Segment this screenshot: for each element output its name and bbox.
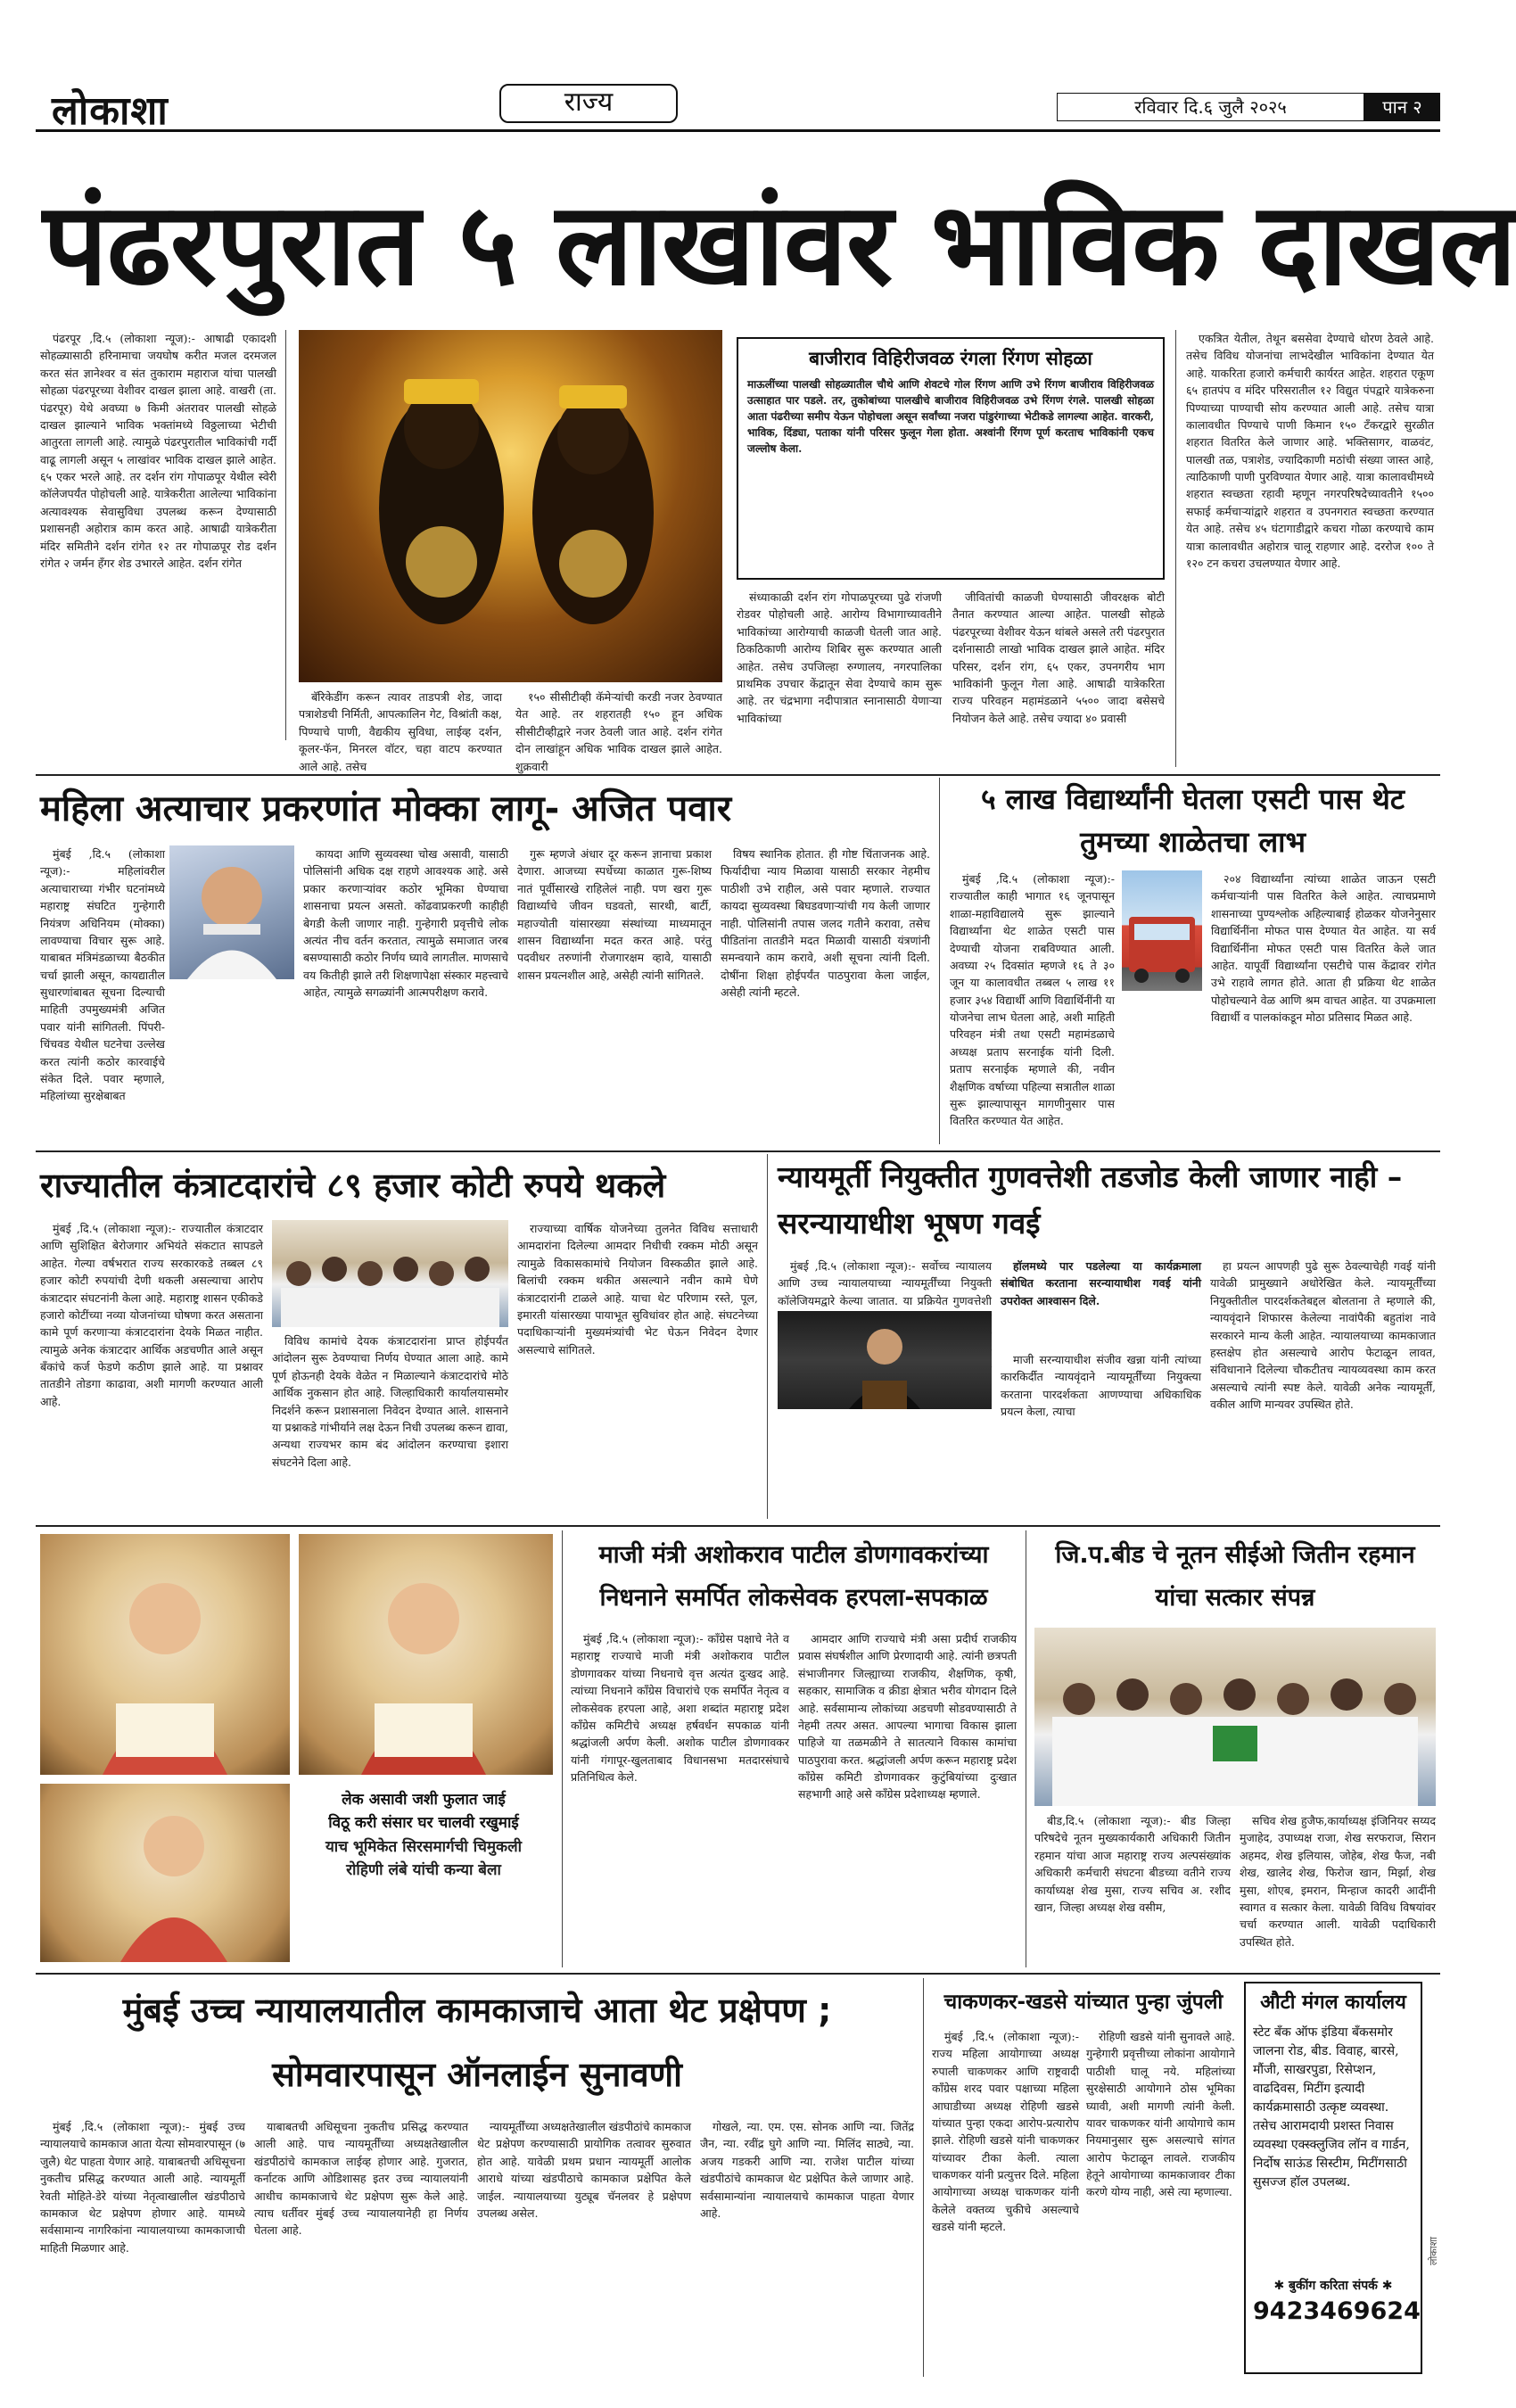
column-divider bbox=[285, 330, 286, 740]
caption-line2: विठू करी संसार घर चालवी रखुमाई bbox=[328, 1814, 519, 1833]
child-photo-right bbox=[299, 1534, 553, 1775]
story1-col4: एकत्रित येतील, तेथून बससेवा देण्याचे धोरण ठेवले आहे. तसेच विविध योजनांचा लाभदेखील भाविकांना देण्यात येत आहे. याकरिता हजारो कर्मचारी कार्यरत आहेत. शहरात एकूण ६५ हातपंप व मंदिर परिसरातील १२ विद्युत पंपद्वारे यात्रेकरुना पिण्याच्या पाण्याची सोय करण्यात आली आहे. तसेच यात्रा कालावधीत पिण्याचे पाणी किमान १५० टँकरद्वारे सुरळीत शहरात वितरित केले जाणार आहे. भक्तिसागर, वाळवंट, पालखी तळ, पत्राशेड, ज्यादिकाणी मठांची संख्या जास्त आहे, त्याठिकाणी पाणी पुरविण्यात येणार आहे. यात्रा कालावधीमध्ये शहरात स्वच्छता रहावी म्हणून नगरपरिषदेच्यावतीने १५०० सफाई कर्मचाऱ्यांद्वारे शहरात व उपनगरात स्वच्छता करण्यात येत आहे. तसेच ४५ घंटागाडीद्वारे कचरा गोळा करण्याचे काम यात्रा कालावधीत अहोरात्र चालू राहणार आहे. दररोज १०० ते १२० टन कचरा उचलण्यात येणार आहे. bbox=[1186, 332, 1434, 570]
temple-idols-illustration bbox=[299, 330, 722, 682]
story9-col1: मुंबई ,दि.५ (लोकाशा न्यूज):- राज्य महिला आयोगाच्या अध्यक्ष रुपाली चाकणकर आणि राष्ट्रवादी काँग्रेस शरद पवार पक्षाच्या महिला आघाडीच्या अध्यक्ष रोहिणी खडसे यांच्यात पुन्हा एकदा आरोप-प्रत्यारोप झाले. रोहिणी खडसे यांनी चाकणकर यांच्यावर टीका केली. त्याला चाकणकर यांनी प्रत्युत्तर दिले. महिला आयोगाच्या अध्यक्ष चाकणकर यांनी केलेले वक्तव्य चुकीचे असल्याचे खडसे यांनी म्हटले. bbox=[932, 2030, 1079, 2234]
ad-phone: 9423469624 bbox=[1253, 2297, 1421, 2325]
story3-col2: २०४ विद्यार्थ्यांना त्यांच्या शाळेत जाऊन एसटी कर्मचाऱ्यांनी पास वितरित केले आहेत. त्याचप्रमाणे शासनाच्या पुण्यश्लोक अहिल्याबाई होळकर योजनेनुसार विद्यार्थिनींना मोफत पास देण्यात येत आहेत. या सर्व विद्यार्थिनींना मोफत एसटी पास वितरित केले जात आहेत. यापूर्वी विद्यार्थ्यांना एसटीचे पास केंद्रावर रांगेत उभे राहावे लागत होते. आता ही प्रक्रिया थेट शाळेत पोहोचल्याने वेळ आणि श्रम वाचत आहेत. या उपक्रमाला विद्यार्थी व पालकांकडून मोठा प्रतिसाद मिळत आहे. bbox=[1211, 872, 1436, 1024]
section-divider bbox=[36, 1525, 1440, 1527]
story7-col2: सचिव शेख हुजैफ,कार्याध्यक्ष इंजिनियर सय्यद मुजाहेद, उपाध्यक्ष राजा, शेख सरफराज, सिरान अहमद, शेख इलियास, जोहेब, शेख फैज, नबी शेख, खालेद शेख, फिरोज खान, मिर्झा, शेख मुसा, शोएब, इमरान, मिन्हाज कादरी आदींनी स्वागत व सत्कार केला. यावेळी विविध विषयांवर चर्चा करण्यात आली. यावेळी पदाधिकारी उपस्थित होते. bbox=[1240, 1814, 1436, 1949]
story1-col1: पंढरपूर ,दि.५ (लोकाशा न्यूज):- आषाढी एकादशी सोहळ्यासाठी हरिनामाचा जयघोष करीत मजल दरमजल करत संत ज्ञानेश्वर व संत तुकाराम महाराज यांचा पालखी सोहळा पंढरपूरच्या वेशीवर दाखल झाला आहे. वाखरी (ता. पंढरपूर) येथे अवघ्या ७ किमी अंतरावर पालखी सोहळे दाखल झाल्याने भाविक भक्तांमध्ये विठ्ठलाच्या भेटीची आतुरता लागली आहे. त्यामुळे पंढरपुरातील भाविकांची गर्दी वाढू लागली असून ५ लाखांवर भाविक दाखल झाले आहेत. ६५ एकर भरले आहे. तर दर्शन रांग गोपाळपूर येथील स्वेरी कॉलेजपर्यंत पोहोचली आहे. यात्रेकरीता आलेल्या भाविकांना अत्यावश्यक सेवासुविधा उपलब्ध करून देण्यासाठी प्रशासनही अहोरात्र काम करत आहे. आषाढी यात्रेकरीता मंदिर समितीने दर्शन रांगेत १२ तर गोपाळपूर रोड दर्शन रांगेत २ जर्मन हँगर शेड उभारले आहेत. दर्शन रांगेत bbox=[40, 332, 276, 570]
ringan-sohala-title: बाजीराव विहिरीजवळ रंगला रिंगण सोहळा bbox=[809, 348, 1092, 369]
story7-col1: बीड,दि.५ (लोकाशा न्यूज):- बीड जिल्हा परिषदेचे नूतन मुख्यकार्यकारी अधिकारी जितीन रहमान यांचा आज महाराष्ट्र राज्य अल्पसंख्यांक अधिकारी कर्मचारी संघटना बीडच्या वतीने राज्य कार्याध्यक्ष शेख मुसा, राज्य सचिव अ. रशीद खान, जिल्हा अध्यक्ष शेख वसीम, bbox=[1034, 1814, 1231, 1914]
story4-col1: मुंबई ,दि.५ (लोकाशा न्यूज):- राज्यातील कंत्राटदार आणि सुशिक्षित बेरोजगार अभियंते संकटात सापडले आहेत. गेल्या वर्षभरात राज्य सरकारकडे तब्बल ८९ हजार कोटी रुपयांची देणी थकली असल्याचा आरोप कंत्राटदार संघटनांनी केला आहे. महाराष्ट्र शासन एकीकडे हजारो कोटींच्या नव्या योजनांच्या घोषणा करत असताना कामे पूर्ण करणाऱ्या कंत्राटदारांना देयके मिळत नाहीत. त्यामुळे अनेक कंत्राटदार आर्थिक अडचणीत आले असून बँकांचे कर्ज फेडणे कठीण झाले आहे. या प्रश्नावर तातडीने तोडगा काढावा, अशी मागणी करण्यात आली आहे. bbox=[40, 1222, 263, 1408]
story5-col1-top: मुंबई ,दि.५ (लोकाशा न्यूज):- सर्वोच्च न्यायालय आणि उच्च न्यायालयाच्या न्यायमूर्तींच्या नियुक्ती कॉलेजियमद्वारे केल्या जातात. या प्रक्रियेत गुणवत्तेशी bbox=[778, 1259, 992, 1307]
ceo-felicitation-photo bbox=[1034, 1628, 1436, 1806]
section-divider bbox=[36, 774, 1440, 776]
story1-below-photo-right: १५० सीसीटीव्ही कॅमेऱ्यांची करडी नजर ठेवण्यात येत आहे. तर शहरातही १५० हून अधिक सीसीटीव्हीद्वारे नजर ठेवली जात आहे. दर्शन रांगेत दोन लाखांहून अधिक भाविक दाखल झाले आहेत. शुक्रवारी bbox=[515, 690, 722, 773]
story5-photo-caption: हॉलमध्ये पार पडलेल्या या कार्यक्रमाला संबोधित करताना सरन्यायाधीश गवई यांनी उपरोक्त आश्वासन दिले. bbox=[1001, 1259, 1201, 1307]
story8-headline: मुंबई उच्च न्यायालयातील कामकाजाचे आता थेट प्रक्षेपण ; सोमवारपासून ऑनलाईन सुनावणी bbox=[122, 1991, 832, 2094]
story1-mid-col1: संध्याकाळी दर्शन रांग गोपाळपूरच्या पुढे रांजणी रोडवर पोहोचली आहे. आरोग्य विभागाच्यावतीने भाविकांच्या आरोग्याची काळजी घेतली जात आहे. ठिकठिकाणी आरोग्य शिबिर सुरू करण्यात आली आहेत. तसेच उपजिल्हा रुग्णालय, नगरपालिका प्राथमिक उपचार केंद्रातून सेवा देण्याचे काम सुरू आहे. तर चंद्रभागा नदीपात्रात स्नानासाठी येणाऱ्या भाविकांच्या bbox=[737, 590, 942, 725]
child-illustration bbox=[299, 1534, 553, 1775]
story8-col4: गोखले, न्या. एम. एस. सोनक आणि न्या. जितेंद्र जैन, न्या. रवींद्र घुगे आणि न्या. मिलिंद साठ्ये, न्या. अजय गडकरी आणि न्या. राजेश पाटील यांच्या खंडपीठांचे कामकाज थेट प्रक्षेपित केले जाणार आहे. सर्वसामान्यांना न्यायालयाचे कामकाज पाहता येणार आहे. bbox=[700, 2120, 914, 2220]
story5-headline: न्यायमूर्ती नियुक्तीत गुणवत्तेशी तडजोड केली जाणार नाही –सरन्यायाधीश भूषण गवई bbox=[778, 1159, 1403, 1241]
section-divider bbox=[36, 1150, 1440, 1152]
story2-headline: महिला अत्याचार प्रकरणांत मोक्का लागू- अजित पवार bbox=[40, 788, 732, 829]
page-number: पान २ bbox=[1364, 93, 1440, 121]
auti-mangal-karyalay-ad bbox=[1244, 1982, 1422, 2374]
column-divider bbox=[767, 1154, 768, 1519]
story4-col2: विविध कामांचे देयक कंत्राटदारांना प्राप्त होईपर्यंत आंदोलन सुरू ठेवण्याचा निर्णय घेण्यात आला आहे. कामे पूर्ण होऊनही देयके वेळेत न मिळाल्याने कंत्राटदारांचे मोठे आर्थिक नुकसान होत आहे. जिल्हाधिकारी कार्यालयासमोर निदर्शने करून प्रशासनाला निवेदन देण्यात आले. शासनाने या प्रश्नाकडे गांभीर्याने लक्ष देऊन निधी उपलब्ध करून द्यावा, अन्यथा राज्यभर काम बंद आंदोलन करण्याचा इशारा संघटनेने दिला आहे. bbox=[272, 1334, 508, 1469]
story8-col1: मुंबई ,दि.५ (लोकाशा न्यूज):- मुंबई उच्च न्यायालयाचे कामकाज आता येत्या सोमवारपासून (७ जुलै) थेट पाहता येणार आहे. याबाबतची अधिसूचना नुकतीच प्रसिद्ध करण्यात आली आहे. न्यायमूर्ती रेवती मोहिते-डेरे यांच्या नेतृत्वाखालील खंडपीठाचे कामकाज थेट प्रक्षेपण होणार आहे. यामध्ये सर्वसामान्य नागरिकांना न्यायालयाच्या कामकाजाची माहिती मिळणार आहे. bbox=[40, 2120, 245, 2255]
column-divider bbox=[923, 1978, 924, 2377]
child-photo-bottom-left bbox=[40, 1784, 290, 1962]
main-headline: पंढरपुरात ५ लाखांवर भाविक दाखल bbox=[43, 178, 1516, 311]
column-divider bbox=[939, 778, 940, 1144]
story3-headline: ५ लाख विद्यार्थ्यांनी घेतला एसटी पास थेट तुमच्या शाळेतचा लाभ bbox=[981, 782, 1405, 859]
section-divider bbox=[36, 1973, 1440, 1975]
speaker-illustration bbox=[778, 1311, 992, 1409]
story2-col1: मुंबई ,दि.५ (लोकाशा न्यूज):- महिलांवरील अत्याचाराच्या गंभीर घटनांमध्ये महाराष्ट्र संघटित गुन्हेगारी नियंत्रण अधिनियम (मोक्का) लावण्याचा विचार सुरू आहे. याबाबत मंत्रिमंडळाच्या बैठकीत चर्चा झाली असून, कायद्यातील सुधारणांबाबत सूचना दिल्याची माहिती उपमुख्यमंत्री अजित पवार यांनी सांगितली. पिंपरी-चिंचवड येथील घटनेचा उल्लेख करत त्यांनी कठोर कारवाईचे संकेत दिले. पवार म्हणाले, महिलांच्या सुरक्षेबाबत bbox=[40, 847, 165, 1103]
portrait-illustration bbox=[169, 845, 294, 979]
felicitation-illustration bbox=[1034, 1628, 1436, 1806]
caption-line3: याच भूमिकेत सिरसमार्गची चिमुकली bbox=[325, 1837, 523, 1856]
child-photo-left bbox=[40, 1534, 290, 1775]
story6-col1: मुंबई ,दि.५ (लोकाशा न्यूज):- काँग्रेस पक्षाचे नेते व महाराष्ट्र राज्याचे माजी मंत्री अशोकराव पाटील डोणगावकर यांच्या निधनाचे वृत्त अत्यंत दुःखद आहे. त्यांच्या निधनाने काँग्रेस विचारांचे एक समर्पित नेतृत्व व लोकसेवक हरपला आहे, अशा शब्दांत महाराष्ट्र प्रदेश काँग्रेस कमिटीचे अध्यक्ष हर्षवर्धन सपकाळ यांनी श्रद्धांजली अर्पण केली. अशोक पाटील डोणगावकर यांनी गंगापूर-खुलताबाद विधानसभा मतदारसंघाचे प्रतिनिधित्व केले. bbox=[571, 1632, 789, 1784]
story1-below-photo-left: बॅरिकेडींग करून त्यावर ताडपत्री शेड, जादा पत्राशेडची निर्मिती, आपत्कालिन गेट, विश्रांती कक्ष, पिण्याचे पाणी, वैद्यकीय सुविधा, लाईव्ह दर्शन, कूलर-फॅन, मिनरल वॉटर, चहा वाटप करण्यात आले आहे. तसेच bbox=[299, 690, 502, 773]
contractors-protest-photo bbox=[272, 1220, 508, 1327]
masthead bbox=[36, 78, 1440, 132]
ad-body: स्टेट बँक ऑफ इंडिया बँकसमोर जालना रोड, बीड. विवाह, बारसे, मौंजी, साखरपुडा, रिसेप्शन, वाढदिवस, मिटींग इत्यादी कार्यक्रमासाठी उत्कृष्ट व्यवस्था. तसेच आरामदायी प्रशस्त निवास व्यवस्था एक्स्क्लुजिव लॉन व गार्डन, निर्दोष साऊंड सिस्टीम, मिटींगसाठी सुसज्ज हॉल उपलब्ध. bbox=[1253, 2025, 1410, 2189]
story2-col3: गुरू म्हणजे अंधार दूर करून ज्ञानाचा प्रकाश देणारा. आजच्या स्पर्धेच्या काळात गुरू-शिष्य नातं पूर्वीसारखे राहिलेलं नाही. पण खरा गुरू विद्यार्थ्याचे जीवन घडवतो, सारथी, बार्टी, महाज्योती यांसारख्या संस्थांच्या माध्यमातून शासन विद्यार्थ्यांना मदत करत आहे. परंतु पदवीधर तरुणांनी रोजगारक्षम व्हावे, यासाठी शासन प्रयत्नशील आहे, असेही त्यांनी सांगितले. bbox=[517, 847, 712, 982]
st-bus-photo bbox=[1122, 870, 1202, 991]
child-illustration bbox=[40, 1534, 290, 1775]
caption-line1: लेक असावी जशी फुलात जाई bbox=[342, 1791, 506, 1809]
story9-headline: चाकणकर-खडसे यांच्यात पुन्हा जुंपली bbox=[943, 1991, 1224, 2014]
bhushan-gavai-photo bbox=[778, 1311, 992, 1409]
section-label: राज्य bbox=[499, 84, 678, 123]
column-divider bbox=[1175, 330, 1176, 767]
ringan-sohala-text: माऊलींच्या पालखी सोहळ्यातील चौथे आणि शेवटचे गोल रिंगण आणि उभे रिंगण बाजीराव विहिरीजवळ उत्साहात पार पडले. तर, तुकोबांच्या पालखीचे बाजीराव विहिरीजवळ उभे रिंगण रंगले. पालखी सोहळा आता पंढरीच्या समीप येऊन पोहोचला असून सर्वांच्या नजरा पांडुरंगाच्या भेटीकडे लागल्या आहेत. वारकरी, भाविक, दिंड्या, पताका यांनी परिसर फुलून गेला होता. अश्वांनी रिंगण पूर्ण करताच भाविकांनी एकच जल्लोष केला. bbox=[747, 378, 1154, 455]
ajit-pawar-photo bbox=[169, 845, 294, 979]
story8-col3: न्यायमूर्तींच्या अध्यक्षतेखालील खंडपीठांचे कामकाज थेट प्रक्षेपण करण्यासाठी प्रायोगिक तत्वावर सुरुवात होत आहे. यावेळी प्रथम प्रधान न्यायमूर्ती आलोक आराधे यांच्या खंडपीठाचे कामकाज प्रक्षेपित केले जाईल. न्यायालयाच्या युट्यूब चॅनलवर हे प्रक्षेपण उपलब्ध असेल. bbox=[477, 2120, 691, 2220]
story6-headline: माजी मंत्री अशोकराव पाटील डोणगावकरांच्या निधनाने समर्पित लोकसेवक हरपला-सपकाळ bbox=[598, 1541, 989, 1612]
story5-col2: माजी सरन्यायाधीश संजीव खन्ना यांनी त्यांच्या कारकिर्दीत न्यायवृंदाने न्यायमूर्तींच्या नियुक्त्या करताना पारदर्शकता आणण्याचा अधिकाधिक प्रयत्न केला, त्याचा bbox=[1001, 1353, 1201, 1419]
issue-date: रविवार दि.६ जुलै २०२५ bbox=[1057, 93, 1364, 121]
story9-col2: रोहिणी खडसे यांनी सुनावले आहे. गुन्हेगारी प्रवृत्तीच्या लोकांना आयोगाने पाठीशी घालू नये. महिलांच्या सुरक्षेसाठी आयोगाने ठोस भूमिका घ्यावी, अशी मागणी त्यांनी केली. यावर चाकणकर यांनी आयोगाचे काम नियमानुसार सुरू असल्याचे सांगत आरोप फेटाळून लावले. राजकीय हेतूने आयोगाच्या कामकाजावर टीका करणे योग्य नाही, असे त्या म्हणाल्या. bbox=[1086, 2030, 1235, 2199]
story7-headline: जि.प.बीड चे नूतन सीईओ जितीन रहमान यांचा सत्कार संपन्न bbox=[1055, 1541, 1415, 1612]
newspaper-brand: लोकाशा bbox=[52, 88, 169, 134]
column-divider bbox=[562, 1530, 563, 1967]
story2-col2: कायदा आणि सुव्यवस्था चोख असावी, यासाठी पोलिसांनी अधिक दक्ष राहणे आवश्यक आहे. असे प्रकार करणाऱ्यांवर कठोर भूमिका घेण्याचा शासनाचा प्रयत्न असतो. कोंढवाप्रकरणी काहीही बेगडी केली जाणार नाही. गुन्हेगारी प्रवृत्तीचे लोक अत्यंत नीच वर्तन करतात, त्यामुळे समाजात जरब बसण्यासाठी कठोर निर्णय घ्यावे लागतील. माणसाचे वय कितीही झाले तरी शिक्षणापेक्षा संस्कार महत्त्वाचे आहेत, त्यामुळे सगळ्यांनी आत्मपरीक्षण करावे. bbox=[303, 847, 508, 999]
side-brand-label: लोकाशा bbox=[1428, 2237, 1439, 2265]
story2-col4: विषय स्थानिक होतात. ही गोष्ट चिंताजनक आहे. फिर्यादीचा न्याय मिळावा यासाठी सरकार नेहमीच पाठीशी उभे राहील, असे पवार म्हणाले. राज्यात कायदा सुव्यवस्था बिघडवणाऱ्यांची गय केली जाणार नाही. पोलिसांनी तपास जलद गतीने करावा, तसेच पीडितांना तातडीने मदत मिळावी यासाठी यंत्रणांनी समन्वयाने काम करावे, अशी सूचना त्यांनी दिली. दोषींना शिक्षा होईपर्यंत पाठपुरावा केला जाईल, असेही त्यांनी म्हटले. bbox=[721, 847, 930, 999]
child-photo-caption bbox=[294, 1788, 553, 1962]
bus-illustration bbox=[1122, 870, 1202, 991]
child-illustration bbox=[40, 1784, 290, 1962]
vitthal-rukmini-photo bbox=[299, 330, 722, 682]
story5-col3: हा प्रयत्न आपणही पुढे सुरू ठेवल्याचेही गवई यांनी यावेळी प्रामुख्याने अधोरेखित केले. न्यायमूर्तींच्या नियुक्तीतील पारदर्शकतेबद्दल बोलताना ते म्हणाले की, न्यायवृंदाने शिफारस केलेल्या नावांपैकी बहुतांश नावे सरकारने मान्य केली आहेत. न्यायालयाच्या कामकाजात हस्तक्षेप होत असल्याचे आरोप फेटाळून लावत, संविधानाने दिलेल्या चौकटीतच न्यायव्यवस्था काम करत असल्याचे त्यांनी स्पष्ट केले. यावेळी अनेक न्यायमूर्ती, वकील आणि मान्यवर उपस्थित होते. bbox=[1210, 1259, 1436, 1411]
ad-title: औटी मंगल कार्यालय bbox=[1260, 1992, 1406, 2014]
caption-line4: रोहिणी लंबे यांची कन्या बेला bbox=[346, 1861, 501, 1880]
ringan-sohala-box bbox=[737, 337, 1165, 580]
story6-col2: आमदार आणि राज्याचे मंत्री असा प्रदीर्घ राजकीय प्रवास संघर्षशील आणि प्रेरणादायी आहे. त्यांनी छत्रपती संभाजीनगर जिल्ह्याच्या राजकीय, शैक्षणिक, कृषी, सहकार, सामाजिक व क्रीडा क्षेत्रात भरीव योगदान दिले आहे. सर्वसामान्य लोकांच्या अडचणी सोडवण्यासाठी ते नेहमी तत्पर असत. आपल्या भागाचा विकास झाला पाहिजे या तळमळीने ते सातत्याने विकास कामांचा पाठपुरावा करत. श्रद्धांजली अर्पण करून महाराष्ट्र प्रदेश काँग्रेस कमिटी डोणगावकर कुटुंबियांच्या दुःखात सहभागी आहे असे काँग्रेस प्रदेशाध्यक्ष म्हणाले. bbox=[798, 1632, 1017, 1802]
story4-col3: राज्याच्या वार्षिक योजनेच्या तुलनेत विविध सत्ताधारी आमदारांना दिलेल्या आमदार निधीची रक्कम मोठी असून त्यामुळे विकासकामांचे नियोजन विस्कळीत झाले आहे. बिलांची रक्कम थकीत असल्याने नवीन कामे घेणे कंत्राटदारांनी टाळले आहे. याचा थेट परिणाम रस्ते, पूल, इमारती यांसारख्या पायाभूत सुविधांवर होत आहे. संघटनेच्या पदाधिकाऱ्यांनी मुख्यमंत्र्यांची भेट घेऊन निवेदन देणार असल्याचे सांगितले. bbox=[517, 1222, 758, 1357]
story3-col1: मुंबई ,दि.५ (लोकाशा न्यूज):- राज्यातील काही भागात १६ जूनपासून शाळा-महाविद्यालये सुरू झाल्याने विद्यार्थ्यांना थेट शाळेत एसटी पास देण्याची योजना राबविण्यात आली. अवघ्या २५ दिवसांत म्हणजे १६ ते ३० जून या कालावधीत तब्बल ५ लाख ११ हजार ३५४ विद्यार्थी आणि विद्यार्थिनींनी या योजनेचा लाभ घेतला आहे, अशी माहिती परिवहन मंत्री तथा एसटी महामंडळाचे अध्यक्ष प्रताप सरनाईक यांनी दिली. प्रताप सरनाईक म्हणाले की, नवीन शैक्षणिक वर्षाच्या पहिल्या सत्रातील शाळा सुरू झाल्यापासून मागणीनुसार पास वितरित करण्यात येत आहेत. bbox=[950, 872, 1115, 1128]
story8-col2: याबाबतची अधिसूचना नुकतीच प्रसिद्ध करण्यात आली आहे. पाच न्यायमूर्तींच्या अध्यक्षतेखालील खंडपीठांचे कामकाज लाईव्ह होणार आहे. गुजरात, कर्नाटक आणि ओडिशासह इतर उच्च न्यायालयांनी आधीच कामकाजाचे थेट प्रक्षेपण सुरू केले आहे. त्याच धर्तीवर मुंबई उच्च न्यायालयानेही हा निर्णय घेतला आहे. bbox=[254, 2120, 468, 2238]
story4-headline: राज्यातील कंत्राटदारांचे ८९ हजार कोटी रुपये थकले bbox=[40, 1166, 666, 1205]
story1-mid-col2: जीवितांची काळजी घेण्यासाठी जीवरक्षक बोटी तैनात करण्यात आल्या आहेत. पालखी सोहळे पंढरपूरच्या वेशीवर येऊन थांबले असले तरी पंढरपुरात दर्शनासाठी लाखो भाविक दाखल झाले आहेत. मंदिर परिसर, दर्शन रांग, ६५ एकर, उपनगरीय भाग भाविकांनी फुलून गेला आहे. आषाढी यात्रेकरिता राज्य परिवहन महामंडळाने ५५०० जादा बसेसचे नियोजन केले आहे. तसेच ज्यादा ४० प्रवासी bbox=[952, 590, 1165, 725]
crowd-illustration bbox=[272, 1220, 508, 1327]
ad-contact-label: ✱ बुकींग करिता संपर्क ✱ bbox=[1273, 2278, 1393, 2293]
